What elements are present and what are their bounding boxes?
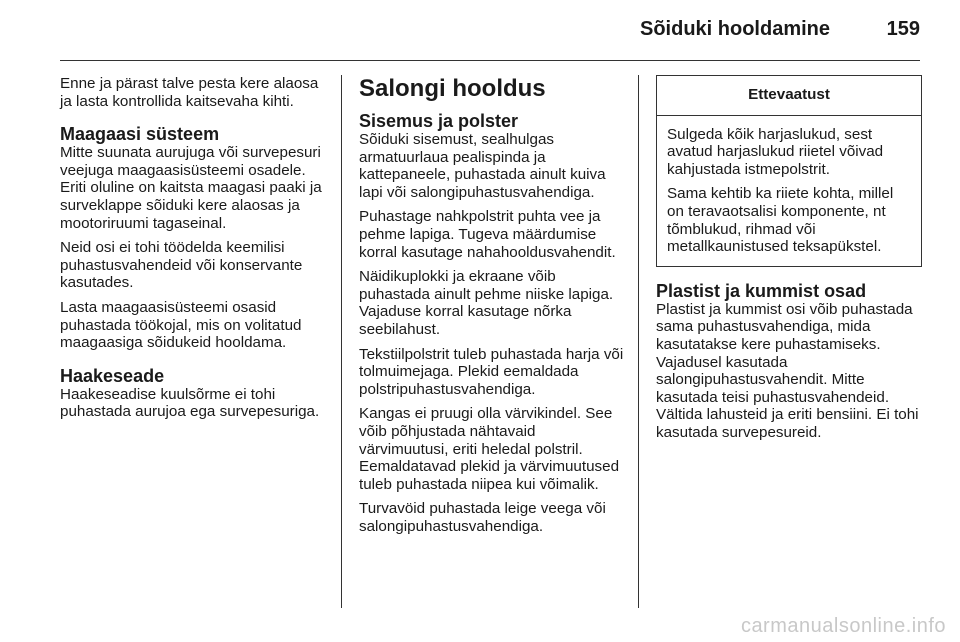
page-header bbox=[0, 0, 960, 60]
upholstery-paragraph-6: Turvavöid puhastada leige veega või salongipuhastusvahendiga. bbox=[359, 500, 606, 535]
intro-paragraph: Enne ja pärast talve pesta kere alaosa ja lasta kontrollida kaitsevaha kihti. bbox=[60, 75, 319, 110]
plastic-rubber-heading: Plastist ja kummist osad bbox=[656, 280, 867, 301]
caution-title: Ettevaatust bbox=[657, 76, 921, 116]
natural-gas-paragraph-2: Neid osi ei tohi töödelda keemilisi puhastusvahendeid või konservante kasutades. bbox=[60, 239, 303, 292]
upholstery-paragraph-3: Näidikuplokki ja ekraane võib puhastada ainult pehme niiske lapiga. Vajaduse korral kasutage nõrka seebilahust. bbox=[359, 268, 614, 338]
natural-gas-paragraph-1: Mitte suunata aurujuga või survepesuri veejuga maagaasisüsteemi osadele. Eriti oluline on kaitsta maagasi paaki ja surveklappe sõiduki kere alaosas ja mootoriruumi tagaseinal. bbox=[60, 144, 322, 232]
upholstery-paragraph-4: Tekstiilpolstrit tuleb puhastada harja või tolmuimejaga. Plekid eemaldada polstripuhastusvahendiga. bbox=[359, 345, 624, 398]
watermark: carmanualsonline.info bbox=[740, 615, 946, 637]
caution-body bbox=[657, 116, 921, 266]
towbar-heading: Haakeseade bbox=[60, 365, 165, 386]
column-divider-right bbox=[638, 75, 639, 608]
natural-gas-paragraph-3: Lasta maagaasisüsteemi osasid puhastada töökojal, mis on volitatud maagaasiga sõidukeid hooldama. bbox=[60, 298, 302, 352]
left-column bbox=[60, 75, 328, 428]
column-divider-left bbox=[341, 75, 342, 608]
upholstery-paragraph-5: Kangas ei pruugi olla värvikindel. See võib põhjustada nähtavaid värvimuutusi, eriti heledal polstril. Eemaldatavad plekid ja värvimuutused tuleb puhastada niipea kui võimalik. bbox=[359, 405, 620, 493]
caution-paragraph-1: Sulgeda kõik harjaslukud, sest avatud harjaslukud riietel võivad kahjustada istmepolstrit. bbox=[667, 125, 884, 178]
section-title: Salongi hooldus bbox=[359, 75, 546, 102]
header-divider bbox=[60, 60, 920, 61]
right-column bbox=[656, 75, 922, 449]
natural-gas-heading: Maagaasi süsteem bbox=[60, 124, 220, 145]
page-title: Sõiduki hooldamine bbox=[639, 18, 830, 40]
caution-paragraph-2: Sama kehtib ka riiete kohta, millel on teravaotsalisi komponente, nt tõmblukud, rihmad või metallkaunistused teksapükstel. bbox=[667, 185, 894, 256]
caution-box bbox=[656, 75, 922, 267]
page-number: 159 bbox=[886, 18, 920, 40]
plastic-rubber-paragraph: Plastist ja kummist osi võib puhastada sama puhastusvahendiga, mida kasutatakse kere puhastamiseks. Vajadusel kasutada salongipuhastusvahendit. Mitte kasutada teisi puhastusvahendeid. Vältida lahusteid ja eriti bensiini. Ei tohi kasutada survepesureid. bbox=[656, 300, 919, 441]
towbar-paragraph: Haakeseadise kuulsõrme ei tohi puhastada aurujoa ega survepesuriga. bbox=[60, 385, 320, 421]
upholstery-heading: Sisemus ja polster bbox=[359, 111, 519, 131]
middle-column bbox=[359, 75, 627, 542]
upholstery-paragraph-2: Puhastage nahkpolstrit puhta vee ja pehme lapiga. Tugeva määrdumise korral kasutage nahahooldusvahendit. bbox=[359, 208, 616, 261]
upholstery-paragraph-1: Sõiduki sisemust, sealhulgas armatuurlaua pealispinda ja kattepaneele, puhastada ainult kuiva lapi või salongipuhastusvahendiga. bbox=[359, 131, 606, 201]
